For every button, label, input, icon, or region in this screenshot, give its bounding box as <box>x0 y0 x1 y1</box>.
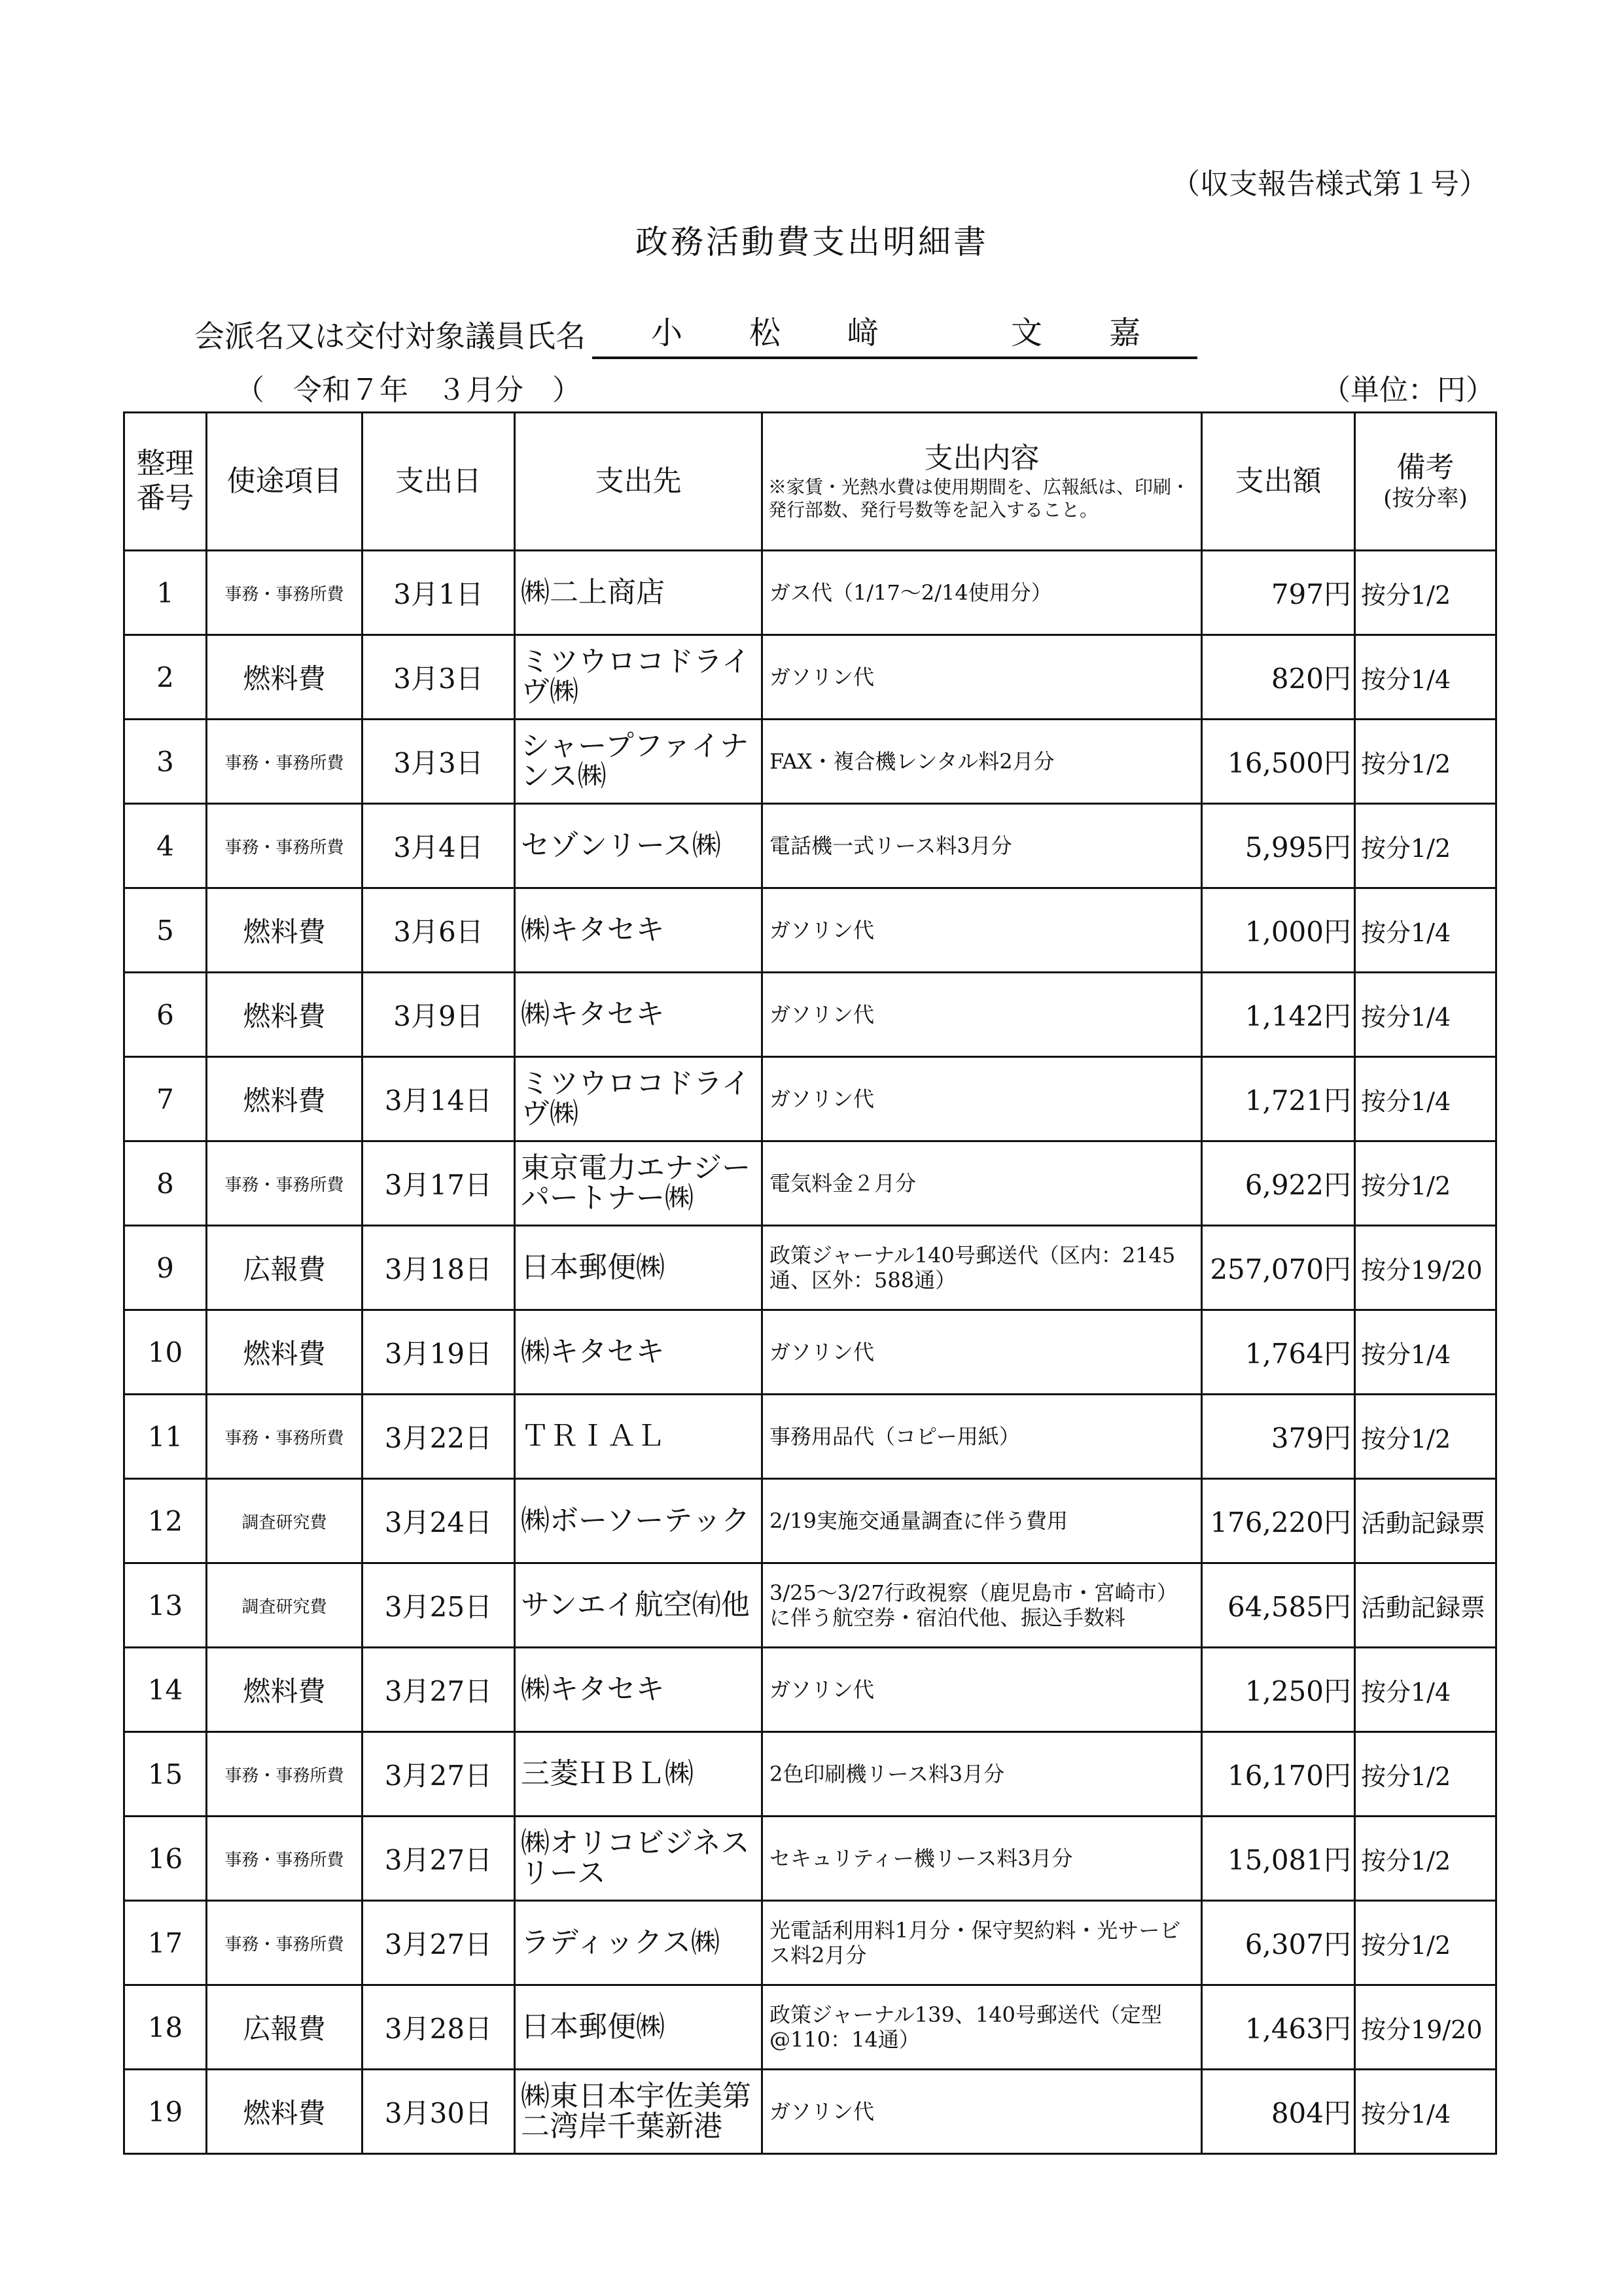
row-date: 3月28日 <box>362 1985 515 2070</box>
name-char: 﨑 <box>847 315 879 351</box>
col-payee: 支出先 <box>515 413 762 551</box>
name-char: 松 <box>749 315 781 351</box>
col-date: 支出日 <box>362 413 515 551</box>
table-row <box>124 1395 1496 1479</box>
row-number: 6 <box>124 973 207 1057</box>
form-number: （収支報告様式第１号） <box>1171 167 1488 201</box>
col-remarks-title: 備考 <box>1396 451 1455 485</box>
row-amount: 64,585円 <box>1202 1563 1355 1648</box>
row-category: 広報費 <box>207 1226 362 1310</box>
col-number: 整理 番号 <box>124 413 207 551</box>
row-payee: ㈱二上商店 <box>515 551 762 635</box>
row-number: 5 <box>124 888 207 973</box>
table-row <box>124 1310 1496 1395</box>
row-remarks: 按分1/2 <box>1355 1901 1496 1985</box>
row-remarks: 按分1/4 <box>1355 635 1496 720</box>
row-date: 3月17日 <box>362 1141 515 1226</box>
table-row <box>124 1563 1496 1648</box>
row-number: 19 <box>124 2070 207 2154</box>
row-number: 9 <box>124 1226 207 1310</box>
row-description: FAX・複合機レンタル料2月分 <box>762 720 1202 804</box>
row-remarks: 按分1/4 <box>1355 888 1496 973</box>
table-row <box>124 1141 1496 1226</box>
row-number: 2 <box>124 635 207 720</box>
row-number: 10 <box>124 1310 207 1395</box>
row-remarks: 按分1/2 <box>1355 1732 1496 1817</box>
row-description: 2/19実施交通量調査に伴う費用 <box>762 1479 1202 1563</box>
table-row <box>124 973 1496 1057</box>
row-number: 12 <box>124 1479 207 1563</box>
row-number: 8 <box>124 1141 207 1226</box>
row-number: 14 <box>124 1648 207 1732</box>
row-amount: 5,995円 <box>1202 804 1355 888</box>
row-amount: 379円 <box>1202 1395 1355 1479</box>
name-char: 小 <box>651 315 683 351</box>
row-description: 政策ジャーナル140号郵送代（区内：2145通、区外：588通） <box>762 1226 1202 1310</box>
row-payee: ㈱ボーソーテック <box>515 1479 762 1563</box>
table-row <box>124 1817 1496 1901</box>
unit-label: （単位：円） <box>1322 374 1494 407</box>
row-description: ガソリン代 <box>762 1310 1202 1395</box>
expense-table <box>123 411 1497 2155</box>
row-category: 燃料費 <box>207 2070 362 2154</box>
row-number: 17 <box>124 1901 207 1985</box>
row-remarks: 按分1/4 <box>1355 2070 1496 2154</box>
row-date: 3月19日 <box>362 1310 515 1395</box>
row-payee: セゾンリース㈱ <box>515 804 762 888</box>
table-row <box>124 635 1496 720</box>
col-remarks-note: (按分率) <box>1383 485 1468 512</box>
row-date: 3月1日 <box>362 551 515 635</box>
row-category: 事務・事務所費 <box>207 804 362 888</box>
member-name <box>592 307 1197 359</box>
table-row <box>124 888 1496 973</box>
row-description: 事務用品代（コピー用紙） <box>762 1395 1202 1479</box>
row-description: ガソリン代 <box>762 2070 1202 2154</box>
row-description: 政策ジャーナル139、140号郵送代（定型@110：14通） <box>762 1985 1202 2070</box>
row-payee: ㈱東日本宇佐美第二湾岸千葉新港 <box>515 2070 762 2154</box>
row-description: ガソリン代 <box>762 973 1202 1057</box>
row-payee: サンエイ航空㈲他 <box>515 1563 762 1648</box>
row-category: 事務・事務所費 <box>207 1732 362 1817</box>
table-row <box>124 1901 1496 1985</box>
row-date: 3月3日 <box>362 635 515 720</box>
table-row <box>124 551 1496 635</box>
row-number: 3 <box>124 720 207 804</box>
row-description: ガソリン代 <box>762 888 1202 973</box>
row-number: 11 <box>124 1395 207 1479</box>
row-payee: ㈱キタセキ <box>515 1648 762 1732</box>
table-row <box>124 1985 1496 2070</box>
col-amount: 支出額 <box>1202 413 1355 551</box>
row-description: ガソリン代 <box>762 1648 1202 1732</box>
row-date: 3月22日 <box>362 1395 515 1479</box>
row-number: 4 <box>124 804 207 888</box>
row-payee: ラディックス㈱ <box>515 1901 762 1985</box>
row-description: ガソリン代 <box>762 635 1202 720</box>
row-payee: 東京電力エナジーパートナー㈱ <box>515 1141 762 1226</box>
row-payee: ㈱オリコビジネスリース <box>515 1817 762 1901</box>
row-amount: 797円 <box>1202 551 1355 635</box>
header-row <box>124 413 1496 551</box>
row-payee: ミツウロコドライヴ㈱ <box>515 1057 762 1141</box>
row-category: 事務・事務所費 <box>207 1817 362 1901</box>
row-number: 7 <box>124 1057 207 1141</box>
row-amount: 1,764円 <box>1202 1310 1355 1395</box>
col-remarks <box>1355 413 1496 551</box>
row-category: 事務・事務所費 <box>207 1141 362 1226</box>
table-row <box>124 720 1496 804</box>
row-date: 3月27日 <box>362 1732 515 1817</box>
row-category: 事務・事務所費 <box>207 720 362 804</box>
col-description <box>762 413 1202 551</box>
name-char: 嘉 <box>1109 315 1141 351</box>
row-payee: 三菱ＨＢＬ㈱ <box>515 1732 762 1817</box>
row-description: セキュリティー機リース料3月分 <box>762 1817 1202 1901</box>
row-date: 3月6日 <box>362 888 515 973</box>
row-date: 3月9日 <box>362 973 515 1057</box>
row-amount: 16,170円 <box>1202 1732 1355 1817</box>
row-amount: 6,922円 <box>1202 1141 1355 1226</box>
row-category: 燃料費 <box>207 635 362 720</box>
row-amount: 6,307円 <box>1202 1901 1355 1985</box>
row-number: 16 <box>124 1817 207 1901</box>
row-remarks: 按分1/2 <box>1355 804 1496 888</box>
row-amount: 16,500円 <box>1202 720 1355 804</box>
row-number: 15 <box>124 1732 207 1817</box>
col-category: 使途項目 <box>207 413 362 551</box>
row-category: 調査研究費 <box>207 1563 362 1648</box>
row-payee: 日本郵便㈱ <box>515 1985 762 2070</box>
col-description-title: 支出内容 <box>924 441 1040 475</box>
row-remarks: 按分1/4 <box>1355 1648 1496 1732</box>
row-remarks: 按分19/20 <box>1355 1226 1496 1310</box>
row-remarks: 活動記録票 <box>1355 1479 1496 1563</box>
row-date: 3月18日 <box>362 1226 515 1310</box>
table-row <box>124 1057 1496 1141</box>
row-number: 1 <box>124 551 207 635</box>
row-remarks: 按分1/2 <box>1355 551 1496 635</box>
row-amount: 257,070円 <box>1202 1226 1355 1310</box>
table-row <box>124 1648 1496 1732</box>
row-date: 3月25日 <box>362 1563 515 1648</box>
row-amount: 804円 <box>1202 2070 1355 2154</box>
row-category: 燃料費 <box>207 1648 362 1732</box>
row-date: 3月24日 <box>362 1479 515 1563</box>
row-payee: ㈱キタセキ <box>515 888 762 973</box>
row-date: 3月27日 <box>362 1648 515 1732</box>
row-payee: ㈱キタセキ <box>515 1310 762 1395</box>
row-amount: 820円 <box>1202 635 1355 720</box>
row-payee: ＴＲＩＡＬ <box>515 1395 762 1479</box>
row-description: 電気料金２月分 <box>762 1141 1202 1226</box>
row-category: 事務・事務所費 <box>207 1395 362 1479</box>
col-description-note: ※家賃・光熱水費は使用期間を、広報紙は、印刷・発行部数、発行号数等を記入すること。 <box>768 476 1190 521</box>
row-date: 3月27日 <box>362 1817 515 1901</box>
row-remarks: 活動記録票 <box>1355 1563 1496 1648</box>
row-payee: ㈱キタセキ <box>515 973 762 1057</box>
row-description: 電話機一式リース料3月分 <box>762 804 1202 888</box>
row-number: 13 <box>124 1563 207 1648</box>
row-remarks: 按分1/4 <box>1355 973 1496 1057</box>
row-date: 3月14日 <box>362 1057 515 1141</box>
row-date: 3月30日 <box>362 2070 515 2154</box>
name-char: 文 <box>1011 315 1043 351</box>
row-description: 光電話利用料1月分・保守契約料・光サービス料2月分 <box>762 1901 1202 1985</box>
row-amount: 1,142円 <box>1202 973 1355 1057</box>
row-category: 広報費 <box>207 1985 362 2070</box>
table-row <box>124 1479 1496 1563</box>
row-remarks: 按分1/2 <box>1355 1141 1496 1226</box>
row-description: 3/25～3/27行政視察（鹿児島市・宮崎市）に伴う航空券・宿泊代他、振込手数料 <box>762 1563 1202 1648</box>
row-remarks: 按分19/20 <box>1355 1985 1496 2070</box>
row-date: 3月27日 <box>362 1901 515 1985</box>
row-amount: 15,081円 <box>1202 1817 1355 1901</box>
row-date: 3月4日 <box>362 804 515 888</box>
page-title: 政務活動費支出明細書 <box>635 223 989 261</box>
row-payee: ミツウロコドライヴ㈱ <box>515 635 762 720</box>
row-number: 18 <box>124 1985 207 2070</box>
row-amount: 1,721円 <box>1202 1057 1355 1141</box>
row-description: ガス代（1/17～2/14使用分） <box>762 551 1202 635</box>
row-category: 燃料費 <box>207 973 362 1057</box>
row-category: 燃料費 <box>207 1310 362 1395</box>
row-description: 2色印刷機リース料3月分 <box>762 1732 1202 1817</box>
row-remarks: 按分1/4 <box>1355 1057 1496 1141</box>
row-remarks: 按分1/2 <box>1355 1817 1496 1901</box>
row-payee: シャープファイナンス㈱ <box>515 720 762 804</box>
table-row <box>124 1226 1496 1310</box>
row-amount: 1,250円 <box>1202 1648 1355 1732</box>
row-category: 燃料費 <box>207 1057 362 1141</box>
row-amount: 1,463円 <box>1202 1985 1355 2070</box>
row-amount: 176,220円 <box>1202 1479 1355 1563</box>
table-row <box>124 804 1496 888</box>
row-category: 燃料費 <box>207 888 362 973</box>
row-description: ガソリン代 <box>762 1057 1202 1141</box>
row-category: 調査研究費 <box>207 1479 362 1563</box>
row-remarks: 按分1/2 <box>1355 720 1496 804</box>
row-category: 事務・事務所費 <box>207 1901 362 1985</box>
name-label: 会派名又は交付対象議員氏名 <box>194 319 586 354</box>
row-amount: 1,000円 <box>1202 888 1355 973</box>
table-row <box>124 1732 1496 1817</box>
row-remarks: 按分1/2 <box>1355 1395 1496 1479</box>
row-date: 3月3日 <box>362 720 515 804</box>
period: （ 令和７年 ３月分 ） <box>236 374 581 407</box>
table-row <box>124 2070 1496 2154</box>
row-remarks: 按分1/4 <box>1355 1310 1496 1395</box>
row-payee: 日本郵便㈱ <box>515 1226 762 1310</box>
row-category: 事務・事務所費 <box>207 551 362 635</box>
